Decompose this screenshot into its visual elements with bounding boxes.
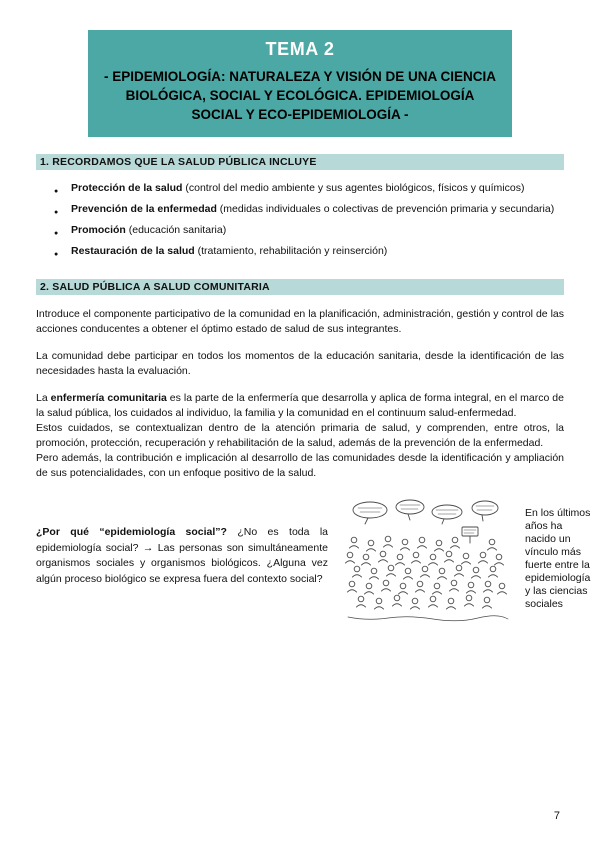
paragraph-4: Estos cuidados, se contextualizan dentro de la atención primaria de salud, y comprenden, entre otros, la promoción, protección, recuperación y rehabilitación de la salud, además de la prevención de la enfermedad. bbox=[36, 422, 564, 449]
crowd-cartoon-svg bbox=[342, 499, 517, 629]
margin-note: En los últimos años ha nacido un vínculo más fuerte entre la epidemiología y las ciencias sociales bbox=[525, 507, 591, 610]
crowd-cartoon-illustration bbox=[342, 499, 517, 629]
bullet-text bbox=[71, 181, 564, 199]
bullet-icon: ● bbox=[54, 230, 59, 237]
page-number: 7 bbox=[553, 810, 560, 822]
bullet-detail: (control del medio ambiente y sus agentes biológicos, físicos y químicos) bbox=[182, 182, 525, 194]
page-subtitle: - EPIDEMIOLOGÍA: NATURALEZA Y VISIÓN DE UNA CIENCIA BIOLÓGICA, SOCIAL Y ECOLÓGICA. EPIDEMIOLOGÍA SOCIAL Y ECO-EPIDEMIOLOGÍA - bbox=[103, 69, 497, 122]
page-title: TEMA 2 bbox=[265, 39, 335, 59]
bullet-text bbox=[71, 244, 564, 262]
paragraph-1: Introduce el componente participativo de la comunidad en la planificación, administración, gestión y control de las acciones conducentes a obtener el óptimo estado de salud de sus integrantes. bbox=[36, 308, 564, 335]
paragraph-2: La comunidad debe participar en todos los momentos de la educación sanitaria, desde la identificación de las necesidades hasta la evaluación. bbox=[36, 350, 564, 377]
paragraph-3-rest: es la parte de la enfermería que desarrolla y aplica de forma integral, en el marco de la salud pública, los cuidados al individuo, la familia y la comunidad en el continuum salud-enfermedad. bbox=[36, 392, 564, 419]
bullet-icon: ● bbox=[54, 251, 59, 258]
bullet-text bbox=[71, 202, 564, 220]
list-item bbox=[54, 244, 564, 262]
list-item bbox=[54, 223, 564, 241]
crowd bbox=[346, 536, 507, 609]
bullet-label: Protección de la salud bbox=[71, 182, 183, 194]
bullet-list bbox=[36, 181, 564, 262]
bullet-detail: (medidas individuales o colectivas de prevención primaria y secundaria) bbox=[216, 203, 555, 215]
bullet-icon: ● bbox=[54, 188, 59, 195]
placard bbox=[462, 527, 478, 543]
question-paragraph bbox=[36, 499, 328, 629]
speech-bubbles bbox=[353, 500, 498, 524]
bullet-label: Prevención de la enfermedad bbox=[71, 203, 217, 215]
paragraph-3-bold-term: enfermería comunitaria bbox=[50, 392, 167, 404]
bullet-label: Promoción bbox=[71, 224, 126, 236]
list-item bbox=[54, 202, 564, 220]
paragraph-3-lead: La bbox=[36, 392, 51, 404]
section-2-heading: 2. SALUD PÚBLICA A SALUD COMUNITARIA bbox=[36, 279, 564, 295]
question-body: ¿No es toda la epidemiología social? → Las personas son simultáneamente organismos sociales y organismos biológicos. ¿Alguna vez algún proceso biológico se expresa fuera del contexto social? bbox=[36, 526, 328, 585]
paragraph-block bbox=[36, 391, 564, 481]
title-banner bbox=[88, 30, 512, 137]
section-1-heading: 1. RECORDAMOS QUE LA SALUD PÚBLICA INCLUYE bbox=[36, 154, 564, 170]
list-item bbox=[54, 181, 564, 199]
question-section bbox=[36, 499, 591, 629]
paragraph-3 bbox=[36, 391, 564, 421]
bullet-icon: ● bbox=[54, 209, 59, 216]
ground-line bbox=[348, 616, 508, 621]
question-bold-lead: ¿Por qué “epidemiología social”? bbox=[36, 526, 227, 538]
bullet-detail: (tratamiento, rehabilitación y reinserción) bbox=[194, 245, 388, 257]
bullet-label: Restauración de la salud bbox=[71, 245, 195, 257]
bullet-text bbox=[71, 223, 564, 241]
paragraph-5: Pero además, la contribución e implicación al desarrollo de las comunidades desde la identificación y ampliación de sus potencialidades, con un enfoque positivo de la salud. bbox=[36, 452, 564, 479]
bullet-detail: (educación sanitaria) bbox=[125, 224, 227, 236]
